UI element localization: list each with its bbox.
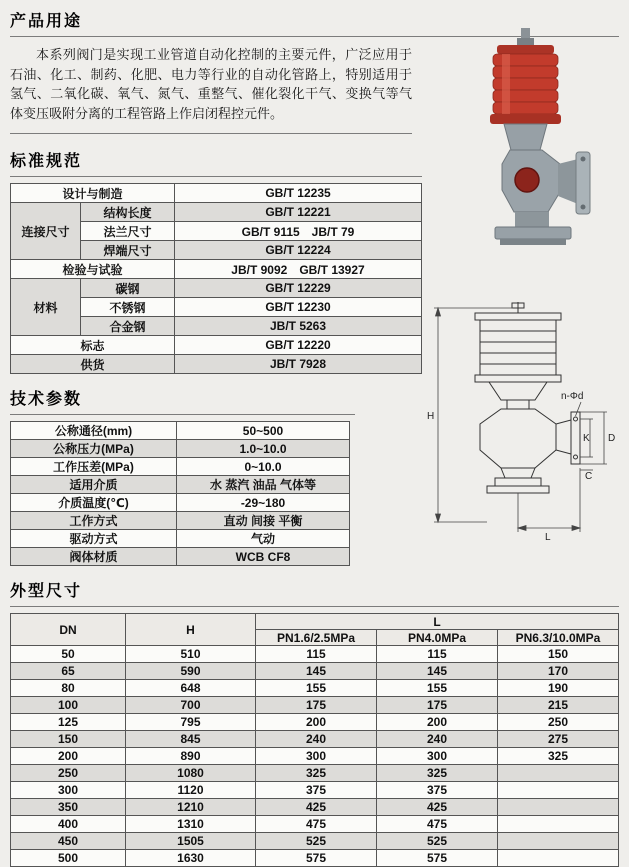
table-cell: 工作压差(MPa): [11, 458, 177, 476]
dimensions-table-body: [11, 646, 619, 867]
divider: [10, 606, 619, 607]
table-row: [11, 680, 619, 697]
table-row: [11, 663, 619, 680]
table-cell: 350: [11, 799, 126, 816]
divider: [10, 133, 412, 134]
table-row: [11, 279, 422, 298]
section-title-standards: 标准规范: [10, 153, 83, 170]
std-label: 法兰尺寸: [81, 222, 175, 241]
table-cell: 155: [256, 680, 377, 697]
dim-label-d: D: [608, 433, 616, 444]
col-header-pn1: PN1.6/2.5MPa: [256, 630, 377, 646]
table-cell: 175: [377, 697, 498, 714]
table-cell: 145: [377, 663, 498, 680]
table-cell: 500: [11, 850, 126, 867]
table-row: [11, 782, 619, 799]
table-cell: 325: [256, 765, 377, 782]
table-cell: 直动 间接 平衡: [177, 512, 350, 530]
table-cell: 1080: [126, 765, 256, 782]
table-row: [11, 494, 350, 512]
table-cell: 200: [11, 748, 126, 765]
table-cell: 170: [498, 663, 619, 680]
table-cell: 475: [377, 816, 498, 833]
table-cell: 0~10.0: [177, 458, 350, 476]
table-cell: 425: [256, 799, 377, 816]
brand-badge: [515, 168, 539, 192]
table-cell: 公称通径(mm): [11, 422, 177, 440]
table-cell: 1310: [126, 816, 256, 833]
table-cell: 115: [256, 646, 377, 663]
table-cell: 1505: [126, 833, 256, 850]
table-header-row: [11, 614, 619, 630]
table-cell: -29~180: [177, 494, 350, 512]
section-dimensions: [10, 576, 619, 867]
col-header-h: H: [126, 614, 256, 646]
col-header-l: L: [256, 614, 619, 630]
table-row: [11, 731, 619, 748]
std-label: 碳钢: [81, 279, 175, 298]
std-value: GB/T 12220: [175, 336, 422, 355]
table-cell: 水 蒸汽 油品 气体等: [177, 476, 350, 494]
std-label: 标志: [11, 336, 175, 355]
table-cell: 240: [256, 731, 377, 748]
table-cell: 375: [377, 782, 498, 799]
table-row: [11, 799, 619, 816]
table-cell: 845: [126, 731, 256, 748]
table-row: [11, 203, 422, 222]
section-title-usage: 产品用途: [10, 13, 83, 30]
table-row: [11, 440, 350, 458]
table-cell: 510: [126, 646, 256, 663]
std-value: GB/T 12235: [175, 184, 422, 203]
table-row: [11, 260, 422, 279]
table-cell: 250: [11, 765, 126, 782]
std-value: JB/T 5263: [175, 317, 422, 336]
table-cell: 275: [498, 731, 619, 748]
table-row: [11, 476, 350, 494]
table-cell: 590: [126, 663, 256, 680]
table-cell: 1210: [126, 799, 256, 816]
table-cell: [498, 765, 619, 782]
table-row: [11, 697, 619, 714]
table-row: [11, 184, 422, 203]
table-cell: [498, 782, 619, 799]
table-cell: 425: [377, 799, 498, 816]
bottom-flange: [495, 227, 571, 239]
std-value: GB/T 9115 JB/T 79: [175, 222, 422, 241]
table-cell: 215: [498, 697, 619, 714]
col-header-dn: DN: [11, 614, 126, 646]
dim-label-k: K: [583, 433, 590, 444]
table-cell: 125: [11, 714, 126, 731]
std-label: 设计与制造: [11, 184, 175, 203]
section-title-tech: 技术参数: [10, 391, 83, 408]
std-label: 结构长度: [81, 203, 175, 222]
table-cell: 1630: [126, 850, 256, 867]
table-cell: 890: [126, 748, 256, 765]
table-cell: 700: [126, 697, 256, 714]
table-cell: 475: [256, 816, 377, 833]
table-cell: WCB CF8: [177, 548, 350, 566]
table-cell: 575: [377, 850, 498, 867]
table-cell: 115: [377, 646, 498, 663]
table-row: [11, 422, 350, 440]
table-cell: 介质温度(℃): [11, 494, 177, 512]
table-cell: 155: [377, 680, 498, 697]
table-cell: 50~500: [177, 422, 350, 440]
std-value: GB/T 12224: [175, 241, 422, 260]
dim-label-h: H: [427, 411, 435, 422]
table-cell: 80: [11, 680, 126, 697]
std-label: 检验与试验: [11, 260, 175, 279]
table-cell: [498, 833, 619, 850]
table-row: [11, 816, 619, 833]
table-cell: 375: [256, 782, 377, 799]
divider: [10, 176, 422, 177]
std-label: 焊端尺寸: [81, 241, 175, 260]
std-value: GB/T 12229: [175, 279, 422, 298]
table-cell: 525: [256, 833, 377, 850]
dim-label-l: L: [545, 532, 551, 543]
table-row: [11, 833, 619, 850]
actuator-red-cylinder: [490, 45, 561, 124]
table-cell: 325: [377, 765, 498, 782]
table-cell: [498, 816, 619, 833]
table-row: [11, 548, 350, 566]
table-cell: 200: [377, 714, 498, 731]
std-value: JB/T 9092 GB/T 13927: [175, 260, 422, 279]
section-title-dimensions: 外型尺寸: [10, 583, 83, 600]
std-label: 供货: [11, 355, 175, 374]
table-row: [11, 748, 619, 765]
table-cell: 1120: [126, 782, 256, 799]
standards-table: [10, 183, 422, 374]
table-row: [11, 458, 350, 476]
valve-outline-drawing: [423, 298, 623, 546]
table-cell: 400: [11, 816, 126, 833]
table-cell: 150: [11, 731, 126, 748]
table-cell: [498, 799, 619, 816]
table-cell: 阀体材质: [11, 548, 177, 566]
std-value: GB/T 12230: [175, 298, 422, 317]
std-value: JB/T 7928: [175, 355, 422, 374]
table-cell: 150: [498, 646, 619, 663]
table-cell: 65: [11, 663, 126, 680]
table-cell: 575: [256, 850, 377, 867]
col-header-pn3: PN6.3/10.0MPa: [498, 630, 619, 646]
table-cell: 795: [126, 714, 256, 731]
yoke: [504, 124, 547, 150]
dim-label-nd: n-Φd: [561, 391, 584, 402]
table-cell: 300: [11, 782, 126, 799]
std-group: 材料: [11, 279, 81, 336]
table-cell: 50: [11, 646, 126, 663]
table-cell: 300: [377, 748, 498, 765]
table-row: [11, 850, 619, 867]
std-group: 连接尺寸: [11, 203, 81, 260]
table-cell: 240: [377, 731, 498, 748]
usage-paragraph: 本系列阀门是实现工业管道自动化控制的主要元件，广泛应用于石油、化工、制药、化肥、电力等行业的自动化管路上，特别适用于氢气、二氧化碳、氧气、氮气、重整气、催化裂化干气、变换气等气体变压吸附分离的工程管路上作启闭程控元件。: [10, 47, 412, 121]
table-row: [11, 765, 619, 782]
table-row: [11, 336, 422, 355]
std-value: GB/T 12221: [175, 203, 422, 222]
table-row: [11, 714, 619, 731]
dim-label-c: C: [585, 471, 593, 482]
table-row: [11, 530, 350, 548]
table-cell: 648: [126, 680, 256, 697]
table-cell: [498, 850, 619, 867]
table-row: [11, 355, 422, 374]
table-cell: 工作方式: [11, 512, 177, 530]
std-label: 合金钢: [81, 317, 175, 336]
dimension-drawing: [423, 298, 623, 546]
table-row: [11, 512, 350, 530]
table-cell: 驱动方式: [11, 530, 177, 548]
tech-table: [10, 421, 350, 566]
table-cell: 适用介质: [11, 476, 177, 494]
table-cell: 450: [11, 833, 126, 850]
table-cell: 1.0~10.0: [177, 440, 350, 458]
table-cell: 200: [256, 714, 377, 731]
table-cell: 525: [377, 833, 498, 850]
table-cell: 325: [498, 748, 619, 765]
table-cell: 气动: [177, 530, 350, 548]
table-cell: 190: [498, 680, 619, 697]
valve-photo-illustration: [440, 28, 615, 268]
table-cell: 175: [256, 697, 377, 714]
table-row: [11, 646, 619, 663]
product-photo: [440, 28, 615, 268]
dimensions-table: [10, 613, 619, 867]
table-cell: 公称压力(MPa): [11, 440, 177, 458]
col-header-pn2: PN4.0MPa: [377, 630, 498, 646]
table-cell: 100: [11, 697, 126, 714]
table-cell: 300: [256, 748, 377, 765]
std-label: 不锈钢: [81, 298, 175, 317]
tech-table-body: [11, 422, 350, 566]
divider: [10, 414, 355, 415]
table-cell: 145: [256, 663, 377, 680]
table-cell: 250: [498, 714, 619, 731]
